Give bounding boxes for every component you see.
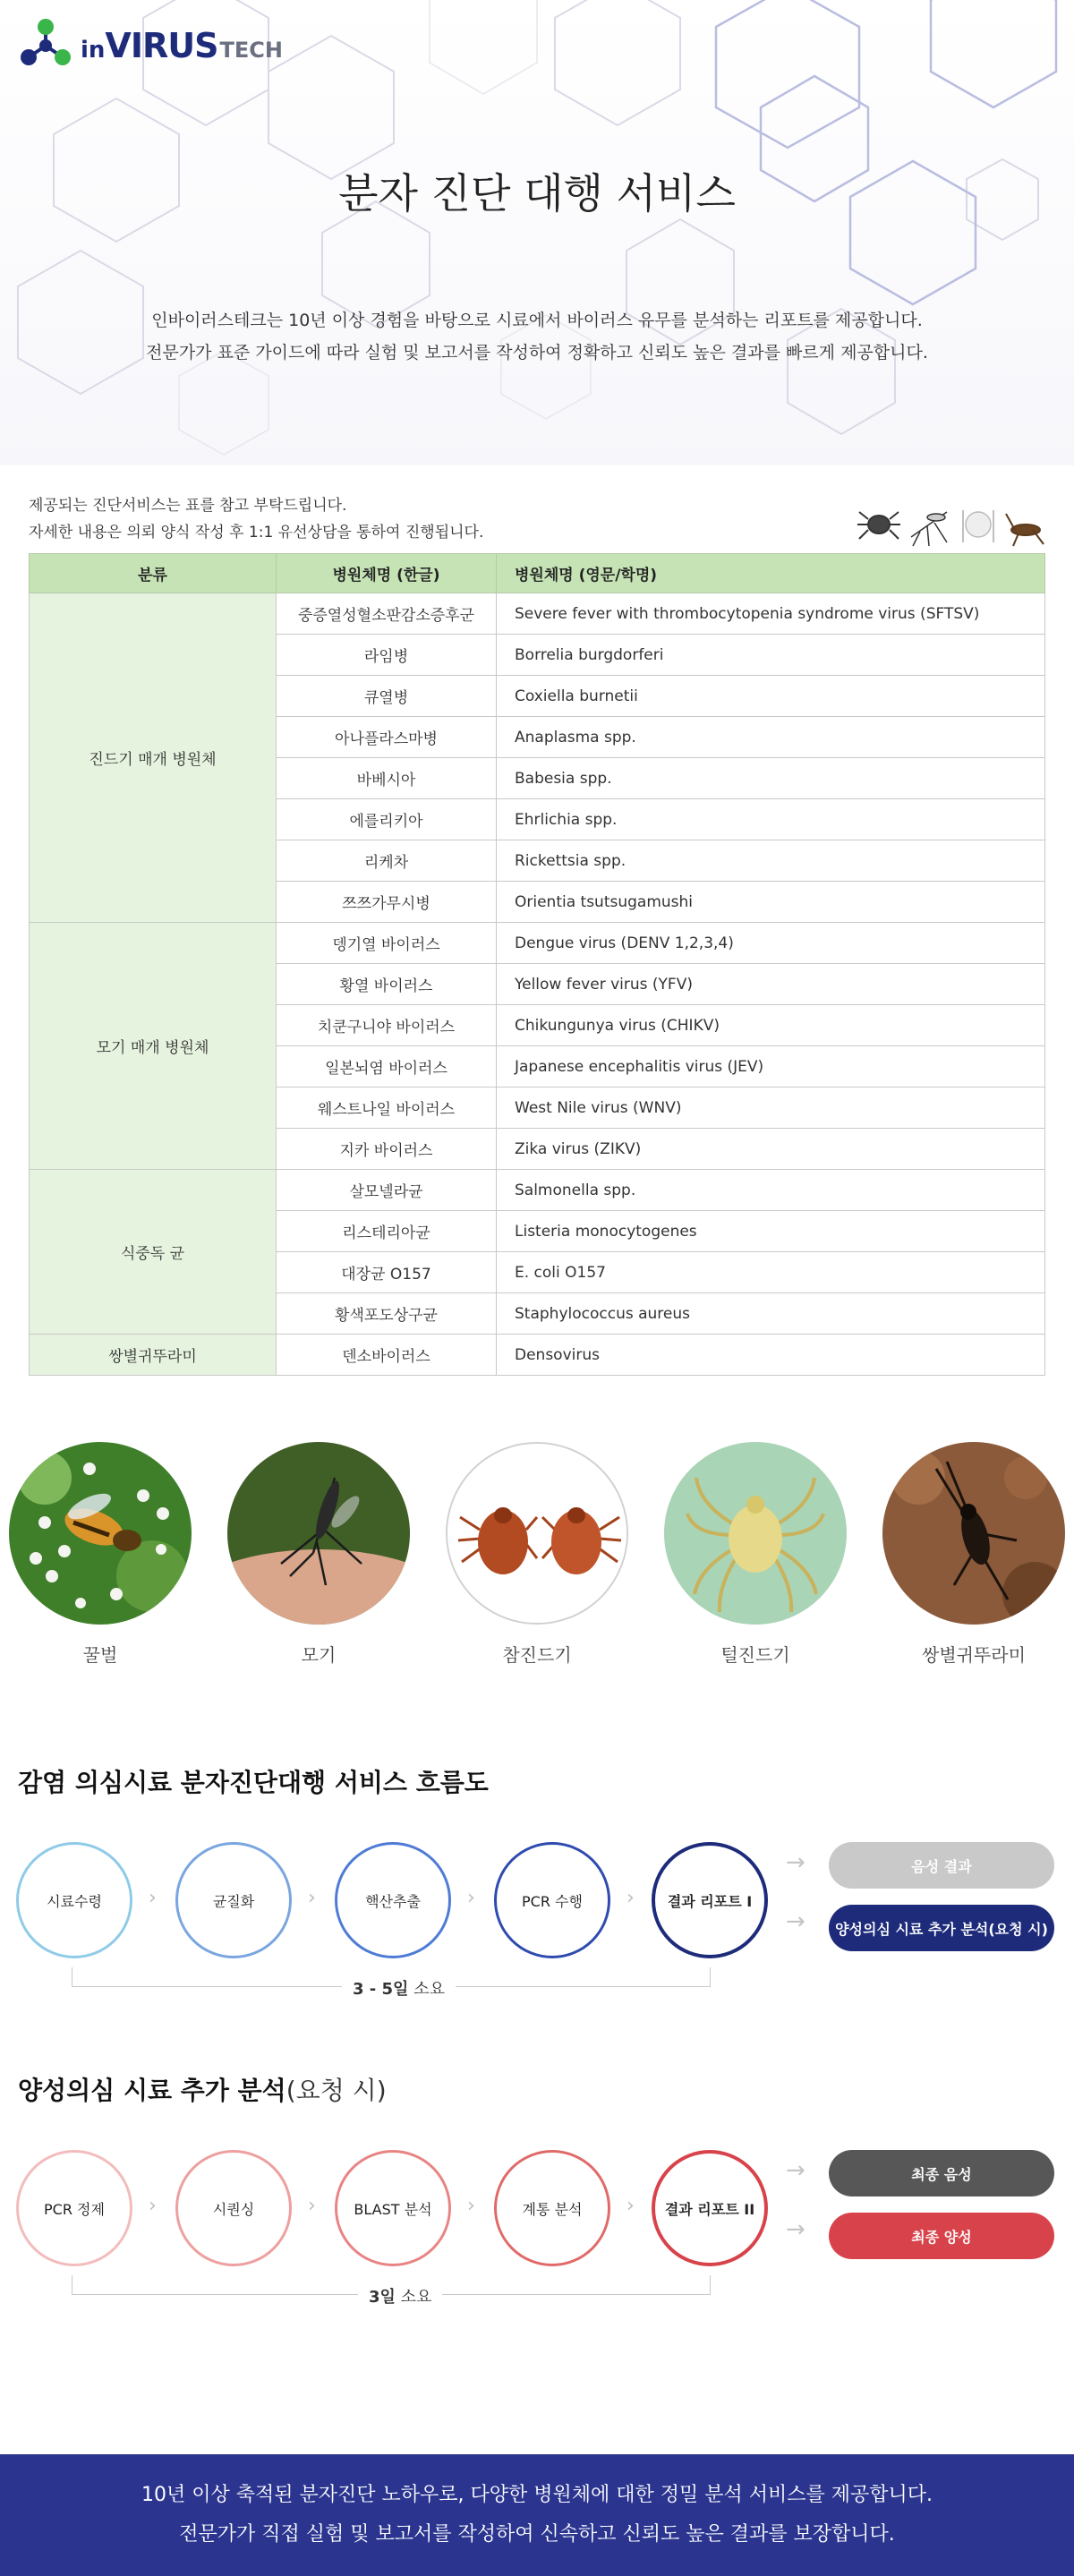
table-header-row [30,554,1045,593]
flow-step-1: PCR 정제 [16,2150,132,2266]
footer-line-2: 전문가가 직접 실험 및 보고서를 작성하여 신속하고 신뢰도 높은 결과를 보장합니다. [179,2523,895,2546]
category-cell: 모기 매개 병원체 [30,923,277,1170]
pathogen-korean-name: 큐열병 [277,676,497,717]
pathogen-korean-name: 쯔쯔가무시병 [277,882,497,923]
intro-line-1: 제공되는 진단서비스는 표를 참고 부탁드립니다. [29,497,347,515]
arrow-right-icon: → [786,2216,806,2243]
chevron-right-icon: › [467,2195,475,2217]
category-cell: 진드기 매개 병원체 [30,593,277,923]
flow-title-note: (요청 시) [286,2076,387,2105]
pathogen-section [0,465,1074,1376]
photo-gallery [9,1442,1065,1667]
pathogen-scientific-name: Borrelia burgdorferi [497,635,1045,676]
flow-duration [0,1967,1074,2030]
pathogen-scientific-name: Ehrlichia spp. [497,799,1045,840]
hero-desc-line-1: 인바이러스테크는 10년 이상 경험을 바탕으로 시료에서 바이러스 유무를 분석하는 리포트를 제공합니다. [151,311,923,330]
table-row [30,1170,1045,1211]
mite-icon [963,510,993,542]
pathogen-korean-name: 웨스트나일 바이러스 [277,1088,497,1129]
table-row [30,593,1045,635]
mosquito-image [227,1442,410,1625]
pathogen-korean-name: 일본뇌염 바이러스 [277,1046,497,1088]
arrow-right-icon: → [786,1849,806,1876]
pathogen-korean-name: 황색포도상구균 [277,1293,497,1335]
flow-step-5: 결과 리포트 II [652,2150,768,2266]
footer-line-1: 10년 이상 축적된 분자진단 노하우로, 다양한 병원체에 대한 정밀 분석 서비스를 제공합니다. [141,2484,933,2506]
pathogen-korean-name: 바베시아 [277,758,497,799]
pathogen-scientific-name: Staphylococcus aureus [497,1293,1045,1335]
photo-hard-tick [446,1442,628,1667]
photo-label: 모기 [301,1644,337,1666]
negative-result-button[interactable]: 최종 음성 [829,2150,1054,2196]
table-row [30,1335,1045,1376]
cricket-icon [1006,514,1044,546]
page-title: 분자 진단 대행 서비스 [338,169,736,218]
logo-tech: TECH [219,38,283,63]
header-english-name: 병원체명 (영문/학명) [497,554,1045,593]
chevron-right-icon: › [149,2195,157,2217]
photo-chigger-mite [664,1442,847,1667]
flow-step-3: BLAST 분석 [335,2150,451,2266]
duration-value: 3 - 5일 [353,1980,409,1999]
pathogen-korean-name: 치쿤구니야 바이러스 [277,1005,497,1046]
pathogen-korean-name: 황열 바이러스 [277,964,497,1005]
flow-duration [0,2275,1074,2338]
pathogen-korean-name: 라임병 [277,635,497,676]
category-cell: 식중독 균 [30,1170,277,1335]
chigger-mite-image [664,1442,847,1625]
flow-step-2: 시퀀싱 [175,2150,292,2266]
pathogen-korean-name: 에를리키아 [277,799,497,840]
pathogen-korean-name: 중증열성혈소판감소증후군 [277,593,497,635]
flow-step-4: PCR 수행 [494,1842,610,1958]
photo-label: 참진드기 [502,1644,572,1666]
flow-title [0,2071,1074,2107]
flow-step-3: 핵산추출 [335,1842,451,1958]
arrow-right-icon: → [786,2157,806,2184]
pathogen-scientific-name: Dengue virus (DENV 1,2,3,4) [497,923,1045,964]
logo-molecule-icon [16,16,75,75]
hero-section [0,0,1074,465]
additional-analysis-section [0,2071,1074,2338]
header-category: 분류 [30,554,277,593]
footer-banner [0,2454,1074,2576]
pathogen-scientific-name: Zika virus (ZIKV) [497,1129,1045,1170]
flow-title-main: 양성의심 시료 추가 분석 [18,2076,286,2105]
pathogen-scientific-name: Coxiella burnetii [497,676,1045,717]
pathogen-korean-name: 지카 바이러스 [277,1129,497,1170]
positive-result-button[interactable]: 양성의심 시료 추가 분석(요청 시) [829,1905,1054,1951]
pathogen-korean-name: 아나플라스마병 [277,717,497,758]
pathogen-scientific-name: Densovirus [497,1335,1045,1376]
photo-field-cricket [882,1442,1065,1667]
mosquito-icon [911,512,947,546]
pathogen-korean-name: 리케차 [277,840,497,882]
flow-steps [0,1842,1074,1967]
table-row [30,923,1045,964]
pathogen-korean-name: 리스테리아균 [277,1211,497,1252]
intro-line-2: 자세한 내용은 의뢰 양식 작성 후 1:1 유선상담을 통하여 진행됩니다. [29,524,484,542]
logo-in: in [81,37,106,64]
pathogen-scientific-name: Japanese encephalitis virus (JEV) [497,1046,1045,1088]
chevron-right-icon: › [626,2195,635,2217]
pathogen-scientific-name: Anaplasma spp. [497,717,1045,758]
pathogen-scientific-name: Listeria monocytogenes [497,1211,1045,1252]
duration-label [342,1976,456,2000]
flow-step-2: 균질화 [175,1842,292,1958]
duration-label [358,2284,442,2307]
insect-icons [857,498,1045,548]
pathogen-korean-name: 뎅기열 바이러스 [277,923,497,964]
chevron-right-icon: › [308,2195,316,2217]
pathogen-korean-name: 덴소바이러스 [277,1335,497,1376]
duration-value: 3일 [369,2288,396,2307]
pathogen-scientific-name: Severe fever with thrombocytopenia syndrome virus (SFTSV) [497,593,1045,635]
pathogen-scientific-name: Babesia spp. [497,758,1045,799]
tick-icon [857,512,900,539]
chevron-right-icon: › [467,1887,475,1909]
hero-description [0,304,1074,369]
header-korean-name: 병원체명 (한글) [277,554,497,593]
pathogen-scientific-name: Orientia tsutsugamushi [497,882,1045,923]
chevron-right-icon: › [626,1887,635,1909]
pathogen-korean-name: 살모넬라균 [277,1170,497,1211]
flow-title: 감염 의심시료 분자진단대행 서비스 흐름도 [18,1768,489,1797]
duration-suffix: 소요 [408,1980,445,1999]
photo-honeybee [9,1442,192,1667]
positive-result-button[interactable]: 최종 양성 [829,2213,1054,2259]
flow-step-1: 시료수령 [16,1842,132,1958]
chevron-right-icon: › [308,1887,316,1909]
logo-virus: VIRUS [105,26,218,65]
honeybee-image [9,1442,192,1625]
photo-label: 꿀벌 [82,1644,118,1666]
flow-step-5: 결과 리포트 I [652,1842,768,1958]
pathogen-scientific-name: Chikungunya virus (CHIKV) [497,1005,1045,1046]
negative-result-button[interactable]: 음성 결과 [829,1842,1054,1889]
photo-label: 털진드기 [720,1644,790,1666]
pathogen-scientific-name: West Nile virus (WNV) [497,1088,1045,1129]
chevron-right-icon: › [149,1887,157,1909]
pathogen-scientific-name: Salmonella spp. [497,1170,1045,1211]
hard-tick-image [446,1442,628,1625]
flow-steps [0,2150,1074,2275]
pathogen-scientific-name: Rickettsia spp. [497,840,1045,882]
table-body [30,593,1045,1376]
flow-step-4: 계통 분석 [494,2150,610,2266]
logo-wordmark [81,26,283,65]
photo-label: 쌍별귀뚜라미 [922,1644,1026,1666]
photo-mosquito [227,1442,410,1667]
hero-desc-line-2: 전문가가 표준 가이드에 따라 실험 및 보고서를 작성하여 정확하고 신뢰도 높은 결과를 빠르게 제공합니다. [146,343,928,363]
service-flow-section [0,1763,1074,2030]
pathogen-table [29,553,1045,1376]
logo[interactable] [16,16,283,75]
category-cell: 쌍별귀뚜라미 [30,1335,277,1376]
field-cricket-image [882,1442,1065,1625]
pathogen-scientific-name: Yellow fever virus (YFV) [497,964,1045,1005]
duration-suffix: 소요 [395,2288,432,2307]
pathogen-scientific-name: E. coli O157 [497,1252,1045,1293]
pathogen-korean-name: 대장균 O157 [277,1252,497,1293]
arrow-right-icon: → [786,1908,806,1935]
